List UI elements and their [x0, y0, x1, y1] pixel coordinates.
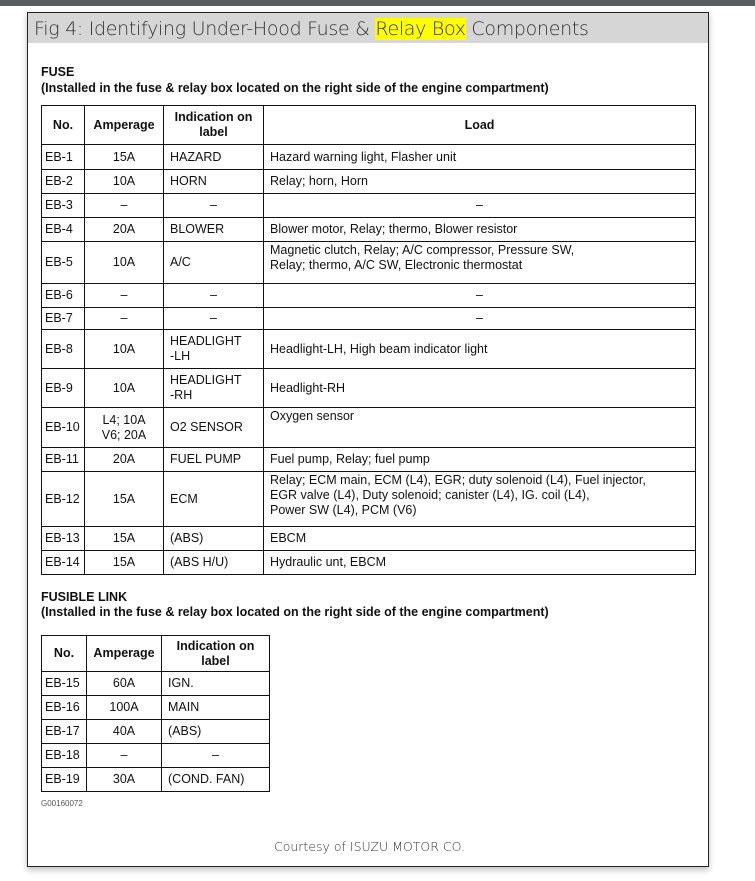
cell-load: Hydraulic unt, EBCM: [264, 551, 696, 575]
cell-indication: IGN.: [162, 672, 270, 696]
table-row: [42, 551, 696, 575]
fusible-link-subheading: (Installed in the fuse & relay box located on the right side of the engine compartment): [41, 605, 549, 619]
cell-load: Relay; ECM main, ECM (L4), EGR; duty solenoid (L4), Fuel injector, EGR valve (L4), Duty solenoid; canister (L4), IG. coil (L4), Power SW (L4), PCM (V6): [264, 472, 696, 527]
table-row: [42, 527, 696, 551]
cell-load: Oxygen sensor: [264, 408, 696, 448]
cell-indication: A/C: [164, 242, 264, 284]
table-row: [42, 472, 696, 527]
table-header-row: [42, 636, 270, 672]
cell-no: EB-14: [42, 551, 85, 575]
cell-indication: (ABS H/U): [164, 551, 264, 575]
table-row: [42, 218, 696, 242]
table-row: [42, 242, 696, 284]
fuse-table: [41, 105, 696, 575]
cell-load: –: [264, 284, 696, 308]
table-row: [42, 696, 270, 720]
cell-indication: HORN: [164, 170, 264, 194]
cell-no: EB-17: [42, 720, 87, 744]
cell-no: EB-6: [42, 284, 85, 308]
cell-amperage: –: [85, 284, 164, 308]
cell-no: EB-19: [42, 768, 87, 792]
table-row: [42, 145, 696, 170]
table-header-row: [42, 106, 696, 145]
cell-load: –: [264, 194, 696, 218]
cell-no: EB-16: [42, 696, 87, 720]
fusible-link-heading: FUSIBLE LINK: [41, 590, 128, 604]
cell-amperage: –: [85, 308, 164, 330]
cell-no: EB-8: [42, 330, 85, 369]
cell-no: EB-4: [42, 218, 85, 242]
cell-indication: (COND. FAN): [162, 768, 270, 792]
cell-amperage: 15A: [85, 145, 164, 170]
column-header-amperage: Amperage: [85, 106, 164, 145]
cell-no: EB-7: [42, 308, 85, 330]
cell-amperage: 15A: [85, 551, 164, 575]
cell-load: –: [264, 308, 696, 330]
column-header-load: Load: [264, 106, 696, 145]
column-header-no: No.: [42, 636, 87, 672]
cell-load: Blower motor, Relay; thermo, Blower resistor: [264, 218, 696, 242]
cell-amperage: 10A: [85, 369, 164, 408]
table-row: [42, 284, 696, 308]
cell-amperage: 15A: [85, 527, 164, 551]
figure-card: [27, 12, 709, 867]
title-text-end: Components: [465, 18, 589, 40]
table-row: [42, 170, 696, 194]
cell-no: EB-5: [42, 242, 85, 284]
cell-indication: BLOWER: [164, 218, 264, 242]
cell-indication: HAZARD: [164, 145, 264, 170]
cell-amperage: 10A: [85, 242, 164, 284]
cell-indication: (ABS): [162, 720, 270, 744]
cell-amperage: –: [85, 194, 164, 218]
cell-no: EB-15: [42, 672, 87, 696]
column-header-indication: Indication on label: [162, 636, 270, 672]
table-row: [42, 369, 696, 408]
cell-indication: FUEL PUMP: [164, 448, 264, 472]
cell-amperage: 10A: [85, 330, 164, 369]
cell-amperage: L4; 10A V6; 20A: [85, 408, 164, 448]
cell-indication: (ABS): [164, 527, 264, 551]
table-row: [42, 308, 696, 330]
table-row: [42, 672, 270, 696]
cell-indication: HEADLIGHT -LH: [164, 330, 264, 369]
table-row: [42, 194, 696, 218]
cell-amperage: 60A: [87, 672, 162, 696]
cell-amperage: 100A: [87, 696, 162, 720]
cell-amperage: 20A: [85, 448, 164, 472]
cell-no: EB-9: [42, 369, 85, 408]
cell-no: EB-12: [42, 472, 85, 527]
cell-no: EB-18: [42, 744, 87, 768]
fusible-link-table: [41, 635, 270, 792]
fuse-subheading: (Installed in the fuse & relay box located on the right side of the engine compartment): [41, 81, 549, 95]
table-row: [42, 408, 696, 448]
cell-indication: ECM: [164, 472, 264, 527]
table-row: [42, 330, 696, 369]
figure-title-bar: [28, 13, 708, 43]
cell-amperage: 40A: [87, 720, 162, 744]
cell-amperage: 20A: [85, 218, 164, 242]
column-header-indication: Indication on label: [164, 106, 264, 145]
cell-no: EB-1: [42, 145, 85, 170]
title-text: Fig 4: Identifying Under-Hood Fuse &: [34, 18, 376, 40]
cell-load: Hazard warning light, Flasher unit: [264, 145, 696, 170]
cell-amperage: –: [87, 744, 162, 768]
cell-indication: O2 SENSOR: [164, 408, 264, 448]
figure-title: [34, 18, 589, 40]
table-row: [42, 448, 696, 472]
cell-no: EB-3: [42, 194, 85, 218]
top-bar: [0, 0, 755, 6]
cell-load: Magnetic clutch, Relay; A/C compressor, Pressure SW, Relay; thermo, A/C SW, Electronic thermostat: [264, 242, 696, 284]
cell-indication: HEADLIGHT -RH: [164, 369, 264, 408]
table-row: [42, 768, 270, 792]
cell-no: EB-11: [42, 448, 85, 472]
cell-amperage: 15A: [85, 472, 164, 527]
cell-indication: –: [164, 284, 264, 308]
cell-load: EBCM: [264, 527, 696, 551]
cell-amperage: 10A: [85, 170, 164, 194]
cell-no: EB-13: [42, 527, 85, 551]
cell-indication: MAIN: [162, 696, 270, 720]
credit-text: Courtesy of ISUZU MOTOR CO.: [274, 839, 465, 854]
cell-no: EB-10: [42, 408, 85, 448]
cell-load: Headlight-RH: [264, 369, 696, 408]
cell-indication: –: [164, 308, 264, 330]
table-row: [42, 720, 270, 744]
column-header-no: No.: [42, 106, 85, 145]
cell-indication: –: [164, 194, 264, 218]
cell-load: Headlight-LH, High beam indicator light: [264, 330, 696, 369]
cell-no: EB-2: [42, 170, 85, 194]
title-highlight: Relay Box: [375, 18, 466, 40]
cell-indication: –: [162, 744, 270, 768]
table-row: [42, 744, 270, 768]
cell-load: Fuel pump, Relay; fuel pump: [264, 448, 696, 472]
cell-amperage: 30A: [87, 768, 162, 792]
image-code: G00160072: [41, 799, 83, 808]
column-header-amperage: Amperage: [87, 636, 162, 672]
cell-load: Relay; horn, Horn: [264, 170, 696, 194]
fuse-heading: FUSE: [41, 65, 75, 79]
